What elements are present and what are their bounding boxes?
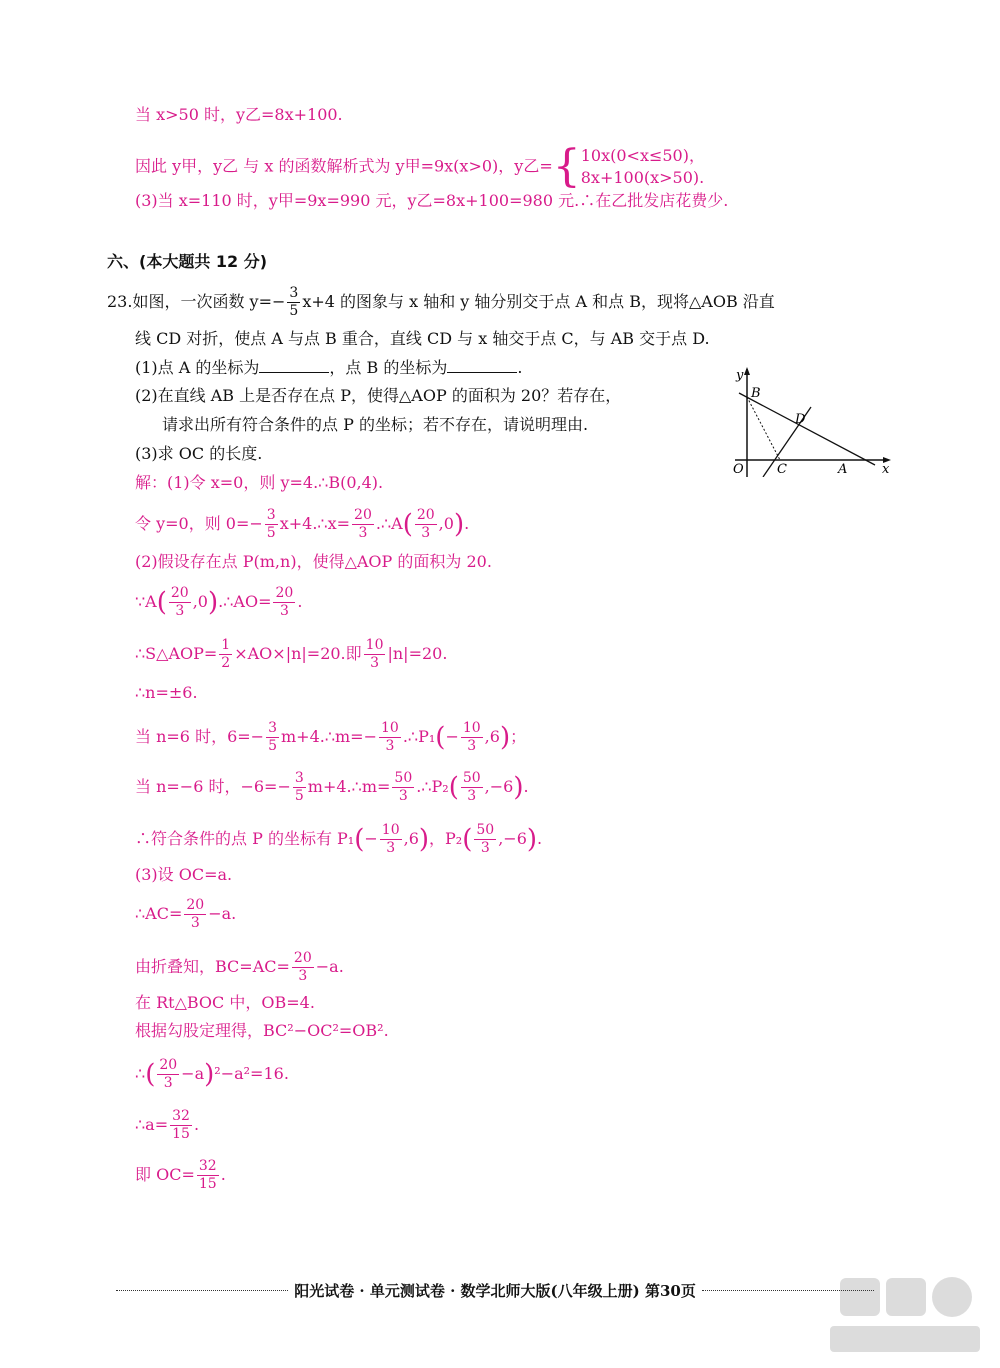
solution-text: 当 n=−6 时，−6=− xyxy=(135,777,291,796)
solution-line xyxy=(135,720,526,755)
label-o: O xyxy=(733,462,744,477)
paren: ) xyxy=(513,772,524,803)
numerator: 3 xyxy=(266,507,276,523)
solution-line: 在 Rt△BOC 中，OB=4. xyxy=(135,993,315,1012)
question-line: 请求出所有符合条件的点 P 的坐标；若不存在，请说明理由. xyxy=(162,415,589,434)
solution-text: 令 y=0，则 0=− xyxy=(135,514,263,533)
denominator: 3 xyxy=(163,1075,173,1091)
fraction xyxy=(364,637,386,672)
y-axis-arrow xyxy=(744,367,750,375)
paren: ) xyxy=(453,509,465,540)
solution-text: 当 n=6 时，6=− xyxy=(135,727,265,746)
denominator: 3 xyxy=(298,968,308,984)
paren: ( xyxy=(354,824,365,855)
solution-text: ∴符合条件的点 P 的坐标有 P₁ xyxy=(135,829,355,848)
solution-text: .∴P₁ xyxy=(402,727,436,746)
solution-line: (2)假设存在点 P(m,n)，使得△AOP 的面积为 20. xyxy=(135,552,492,571)
solution-line xyxy=(135,770,529,805)
answer-blank[interactable] xyxy=(447,356,517,373)
question-line: 线 CD 对折，使点 A 与点 B 重合，直线 CD 与 x 轴交于点 C，与 AB 交于点 D. xyxy=(135,329,710,348)
solution-line xyxy=(135,822,542,857)
paren: ( xyxy=(402,509,413,540)
numerator: 3 xyxy=(289,285,299,301)
numerator: 10 xyxy=(365,637,384,653)
fraction xyxy=(157,1057,179,1092)
solution-text: − xyxy=(364,829,378,848)
footer-dots-left xyxy=(116,1290,288,1291)
question-text: (1)点 A 的坐标为 xyxy=(135,358,260,377)
solution-text: ,6 xyxy=(484,727,500,746)
answer-line: (3)当 x=110 时，y甲=9x=990 元，y乙=8x+100=980 元.∴在乙批发店花费少. xyxy=(135,191,729,210)
paren: ( xyxy=(145,1059,156,1090)
answer-text: 因此 y甲，y乙 与 x 的函数解析式为 y甲=9x(x>0)，y乙= xyxy=(135,156,553,176)
denominator: 3 xyxy=(358,525,368,541)
solution-text: ∴S△AOP= xyxy=(135,644,218,663)
fraction xyxy=(379,720,401,755)
paren: ) xyxy=(418,824,430,855)
solution-text: .∴AO= xyxy=(218,592,272,611)
solution-text: . xyxy=(537,829,543,848)
solution-text: ∴AC= xyxy=(135,904,183,923)
label-b: B xyxy=(751,386,761,401)
fraction xyxy=(266,720,279,755)
solution-text: ²−a²=16. xyxy=(214,1064,289,1083)
solution-line xyxy=(135,585,302,620)
watermark-logo xyxy=(820,1270,990,1360)
denominator: 3 xyxy=(175,603,185,619)
denominator: 15 xyxy=(198,1176,217,1192)
denominator: 3 xyxy=(190,915,200,931)
numerator: 20 xyxy=(275,585,294,601)
solution-text: −a. xyxy=(208,904,237,923)
answer-line: 当 x>50 时，y乙=8x+100. xyxy=(135,105,343,124)
denominator: 2 xyxy=(221,655,231,671)
solution-text: x+4.∴x= xyxy=(279,514,351,533)
numerator: 10 xyxy=(381,720,399,736)
solution-text: ,0 xyxy=(438,514,454,533)
solution-line xyxy=(135,1108,199,1143)
paren: ( xyxy=(156,587,167,618)
solution-text: . xyxy=(193,1115,200,1134)
solution-text: −a xyxy=(181,1064,205,1083)
fraction xyxy=(184,897,206,932)
solution-text: .∴A xyxy=(375,514,403,533)
solution-text: 即 OC= xyxy=(135,1165,195,1184)
solution-text: ,−6 xyxy=(498,829,527,848)
solution-line: (3)设 OC=a. xyxy=(135,865,233,884)
numerator: 3 xyxy=(294,770,304,786)
paren: ( xyxy=(435,722,446,753)
solution-text: ∴a= xyxy=(135,1115,169,1134)
solution-line: ∴n=±6. xyxy=(135,683,198,702)
paren: ) xyxy=(204,1059,215,1090)
fraction xyxy=(461,720,483,755)
fraction xyxy=(380,822,402,857)
fraction xyxy=(219,637,232,672)
denominator: 5 xyxy=(268,738,277,754)
question-text: ，点 B 的坐标为 xyxy=(329,358,448,377)
denominator: 3 xyxy=(421,525,431,541)
numerator: 20 xyxy=(354,507,372,523)
numerator: 50 xyxy=(462,770,481,786)
coordinate-figure xyxy=(725,365,895,477)
cases xyxy=(581,145,705,189)
fraction xyxy=(273,585,295,620)
solution-text: ，P₂ xyxy=(429,829,463,848)
question-line: (2)在直线 AB 上是否存在点 P，使得△AOP 的面积为 20？若存在， xyxy=(135,386,622,405)
solution-text: 由折叠知，BC=AC= xyxy=(135,957,290,976)
numerator: 50 xyxy=(476,822,495,838)
fraction xyxy=(287,285,300,320)
question-line xyxy=(107,285,775,320)
solution-text: ∵A xyxy=(135,592,157,611)
paren: ( xyxy=(462,824,473,855)
solution-line xyxy=(135,637,447,672)
fraction xyxy=(292,950,314,985)
paren: ) xyxy=(526,824,538,855)
fraction xyxy=(392,770,414,805)
denominator: 3 xyxy=(467,788,477,804)
paren: ( xyxy=(448,772,459,803)
numerator: 20 xyxy=(293,950,312,966)
solution-line: 令 y=0，则 0=− $\frac{3}{5}$ x+4.∴x= $\frac{20}{3}$ .∴A( $\frac{20}{3}$ ,0). xyxy=(135,507,470,541)
numerator: 1 xyxy=(221,637,231,653)
numerator: 32 xyxy=(172,1108,190,1124)
fraction xyxy=(352,507,374,542)
question-text: 23.如图，一次函数 y=− xyxy=(107,292,286,311)
numerator: 3 xyxy=(268,720,277,736)
numerator: 10 xyxy=(381,822,400,838)
line-ab xyxy=(739,393,875,465)
solution-text: ∴ xyxy=(135,1064,146,1083)
solution-line: 根据勾股定理得，BC²−OC²=OB². xyxy=(135,1021,389,1040)
fraction xyxy=(197,1158,219,1193)
solution-text: ×AO×|n|=20.即 xyxy=(234,644,362,663)
numerator: 10 xyxy=(462,720,481,736)
solution-line xyxy=(135,1158,226,1193)
label-a: A xyxy=(838,462,848,477)
label-d: D xyxy=(795,412,806,427)
solution-text: ,0 xyxy=(192,592,208,611)
fraction xyxy=(170,1108,192,1143)
solution-line xyxy=(135,950,344,985)
answer-blank[interactable] xyxy=(259,356,329,373)
solution-text: .∴P₂ xyxy=(416,777,449,796)
solution-text: |n|=20. xyxy=(387,644,448,663)
fraction xyxy=(169,585,191,620)
question-line: (3)求 OC 的长度. xyxy=(135,444,263,463)
denominator: 3 xyxy=(480,840,490,856)
question-text: . xyxy=(517,358,523,377)
denominator: 15 xyxy=(172,1126,190,1142)
denominator: 3 xyxy=(370,655,380,671)
solution-line xyxy=(135,897,236,932)
footer-text: 阳光试卷 · 单元测试卷 · 数学北师大版(八年级上册) 第30页 xyxy=(294,1282,696,1300)
solution-text: . xyxy=(523,777,529,796)
solution-text: ,−6 xyxy=(484,777,514,796)
section-heading: 六、(本大题共 12 分) xyxy=(107,252,268,271)
denominator: 3 xyxy=(279,603,289,619)
denominator: 3 xyxy=(385,738,395,754)
denominator: 3 xyxy=(386,840,396,856)
fraction xyxy=(461,770,483,805)
denominator: 3 xyxy=(398,788,408,804)
solution-text: ,6 xyxy=(403,829,419,848)
fraction xyxy=(415,507,437,542)
denominator: 5 xyxy=(294,788,304,804)
fraction xyxy=(293,770,306,805)
solution-text: m+4.∴m=− xyxy=(280,727,377,746)
fraction xyxy=(474,822,496,857)
paren: ) xyxy=(499,722,511,753)
numerator: 20 xyxy=(159,1057,178,1073)
solution-text: . xyxy=(220,1165,226,1184)
question-line xyxy=(135,356,522,379)
denominator: 3 xyxy=(467,738,477,754)
case-2: 8x+100(x>50). xyxy=(580,168,705,187)
fraction xyxy=(265,507,278,542)
numerator: 32 xyxy=(198,1158,217,1174)
label-x: x xyxy=(882,462,890,477)
solution-line xyxy=(135,1057,289,1092)
label-c: C xyxy=(777,462,787,477)
denominator: 5 xyxy=(266,525,276,541)
numerator: 20 xyxy=(416,507,435,523)
numerator: 20 xyxy=(186,897,205,913)
solution-text: − xyxy=(445,727,459,746)
solution-text: ； xyxy=(510,727,527,746)
case-1: 10x(0<x≤50)， xyxy=(580,146,705,165)
solution-line: 解：(1)令 x=0，则 y=4.∴B(0,4). xyxy=(135,473,384,492)
question-text: x+4 的图象与 x 轴和 y 轴分别交于点 A 和点 B，现将△AOB 沿直 xyxy=(302,292,775,311)
denominator: 5 xyxy=(289,303,299,319)
numerator: 20 xyxy=(170,585,189,601)
page-footer xyxy=(110,1280,880,1301)
label-y: y xyxy=(736,368,744,383)
solution-text: m+4.∴m= xyxy=(307,777,391,796)
answer-line xyxy=(135,141,705,192)
numerator: 50 xyxy=(394,770,413,786)
brace: { xyxy=(552,141,581,192)
solution-text: . xyxy=(297,592,303,611)
solution-text: −a. xyxy=(315,957,344,976)
paren: ) xyxy=(207,587,219,618)
